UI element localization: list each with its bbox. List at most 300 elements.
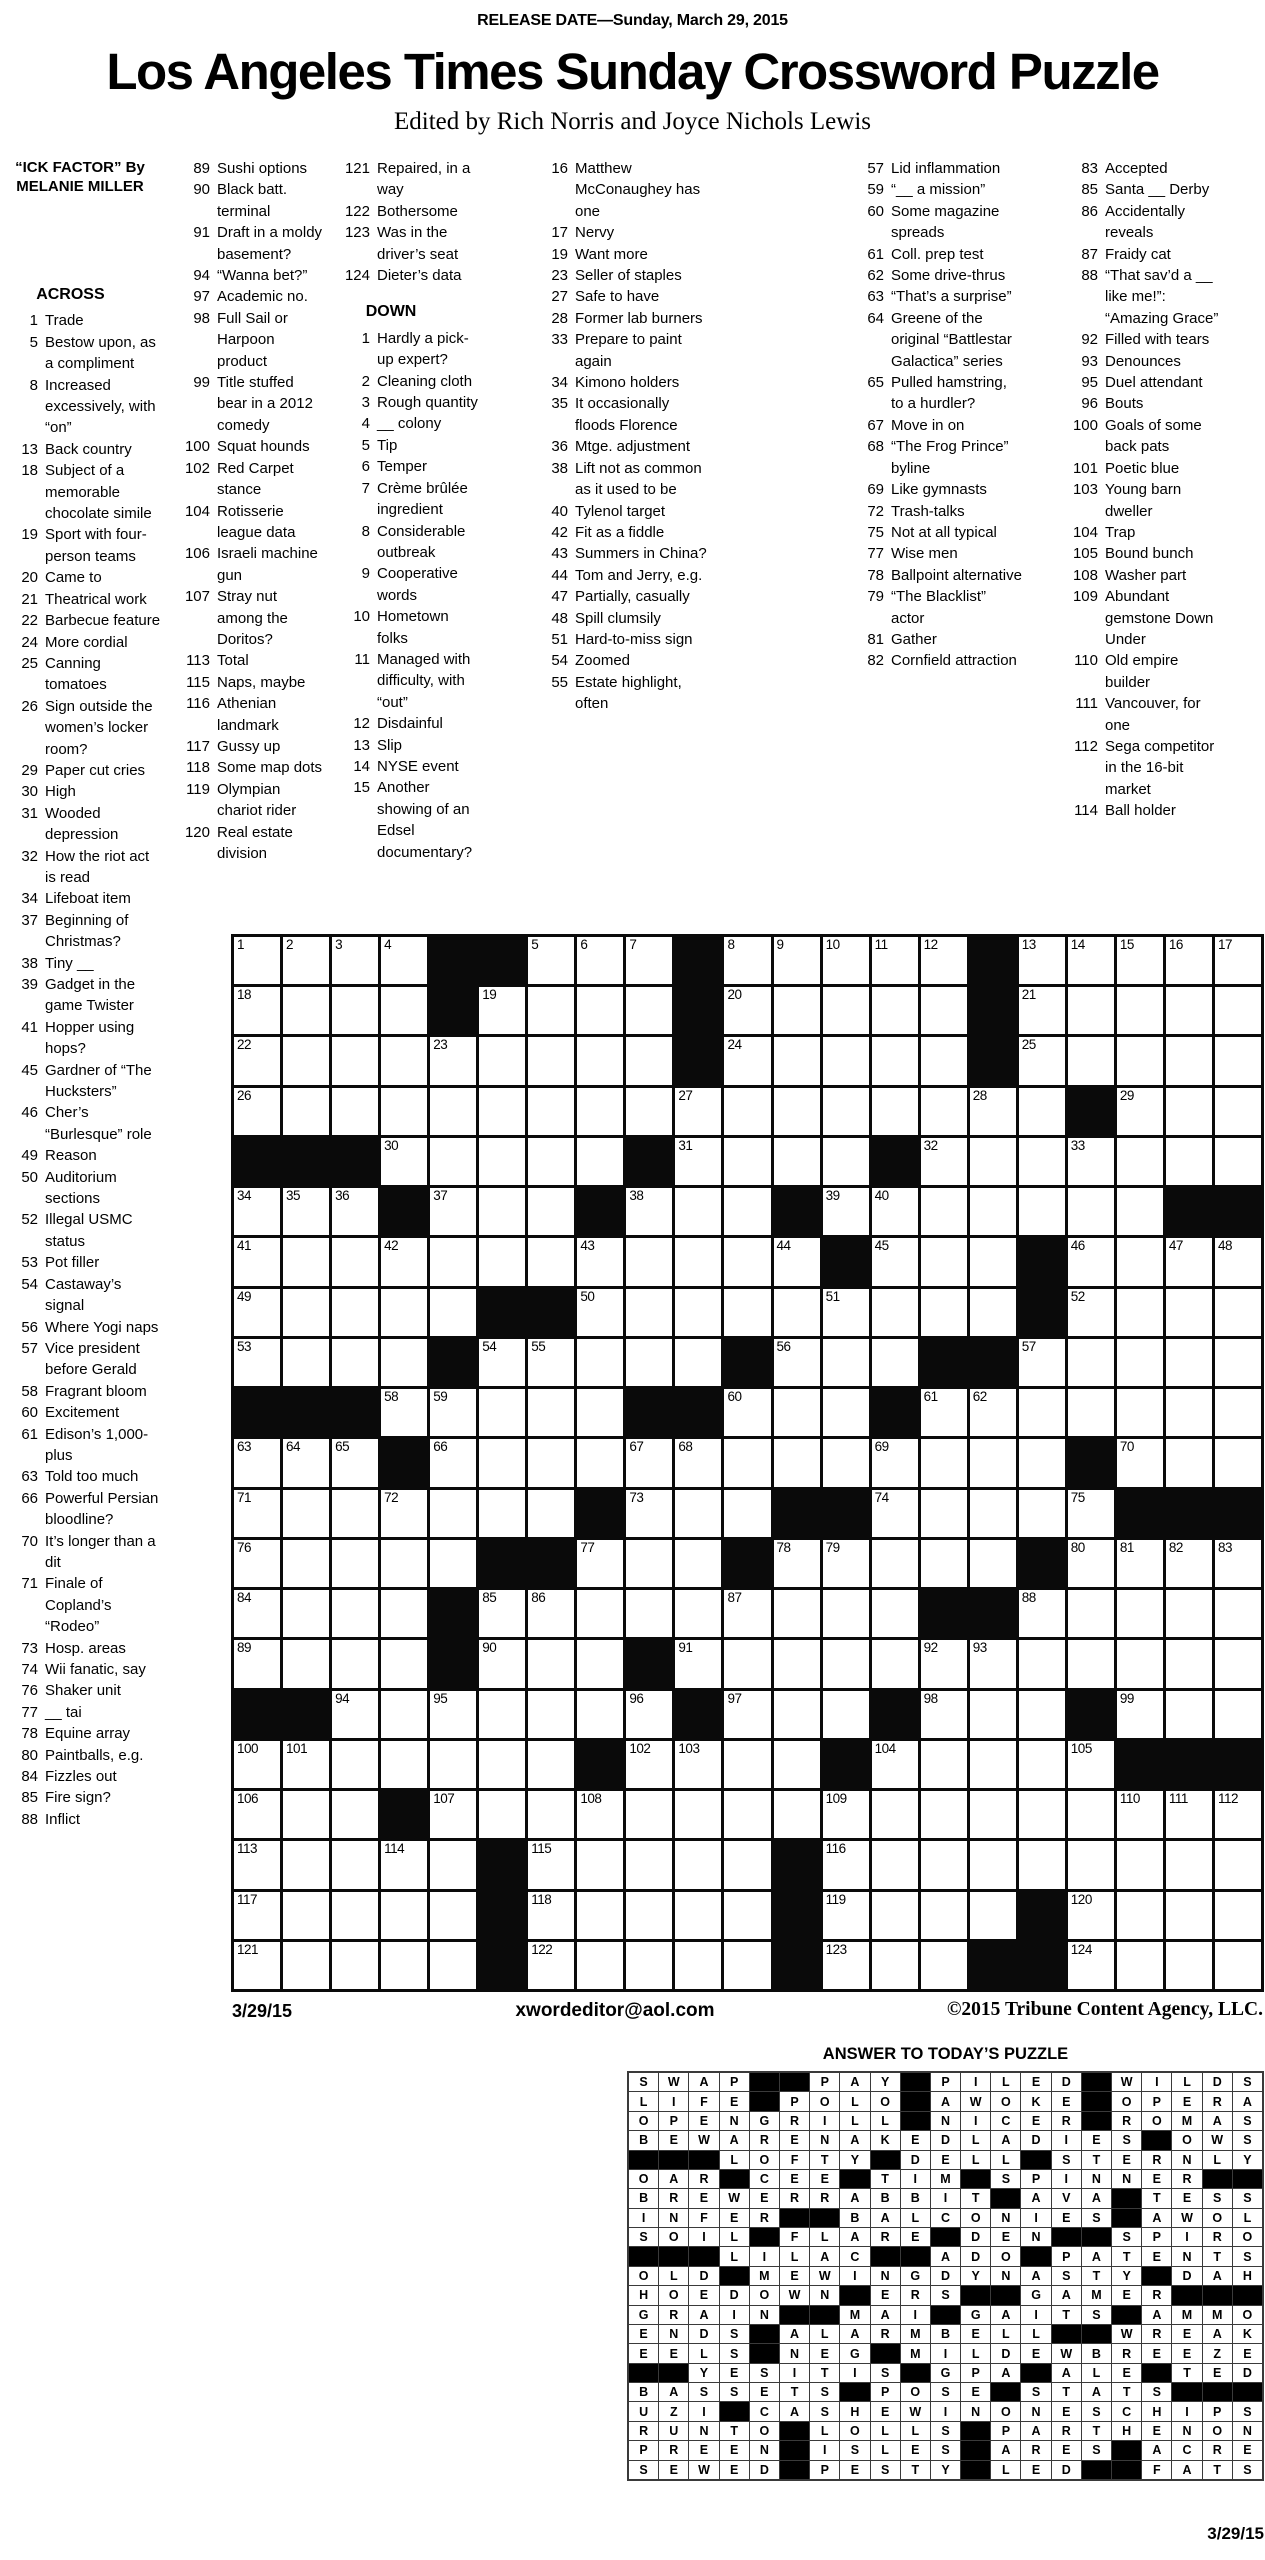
grid-cell [1215,1339,1261,1386]
grid-black-cell [332,1138,378,1185]
grid-cell [921,1791,967,1838]
grid-cell [626,1037,672,1084]
answer-cell: A [659,2170,688,2188]
answer-cell: O [991,2247,1020,2265]
grid-cell-number: 13 [1021,937,1036,952]
answer-cell: T [1112,2383,1141,2401]
clue-text: Old empire builder [1105,652,1179,691]
grid-cell-number: 30 [384,1137,399,1153]
grid-cell [1215,1088,1261,1135]
answer-cell: T [1142,2189,1171,2207]
grid-cell [479,987,525,1034]
down-clue [326,392,479,413]
clue-text: Rotisserie league data [217,502,296,541]
down-clue [518,543,709,564]
clue-text: Red Carpet stance [217,459,294,499]
answer-cell: A [991,2306,1020,2324]
answer-black-cell [840,2383,869,2401]
clue-text: Inflict [45,1810,81,1828]
grid-cell [823,1389,869,1436]
grid-cell [1215,1138,1261,1185]
clue-number: 79 [867,588,884,606]
clue-number: 37 [21,911,38,929]
across-clue [2,1102,163,1145]
grid-cell [823,1691,869,1738]
clue-number: 61 [867,245,884,263]
answer-cell: S [750,2364,779,2382]
answer-cell: F [689,2209,718,2227]
grid-cell-number: 81 [1119,1539,1134,1555]
across-clue [2,1680,163,1701]
answer-cell: I [1021,2306,1050,2324]
answer-cell: W [1172,2209,1201,2227]
grid-cell [1068,1540,1114,1587]
grid-cell [1166,1439,1212,1486]
answer-cell: V [1052,2189,1081,2207]
clue-number: 6 [361,458,370,476]
grid-cell [1117,1841,1163,1888]
clue-number: 120 [184,823,210,841]
grid-cell [774,937,820,984]
clue-text: It’s longer than a dit [45,1532,156,1571]
grid-cell [577,1942,623,1989]
grid-black-cell [675,1691,721,1738]
answer-cell: C [840,2247,869,2265]
clue-number: 116 [186,695,210,713]
clue-number: 25 [21,654,38,672]
grid-cell-number: 87 [727,1590,742,1606]
across-clue [2,1274,163,1317]
answer-cell: T [780,2383,809,2401]
across-clue [166,458,323,501]
grid-cell [1215,1691,1261,1738]
grid-cell [283,1841,329,1888]
across-clue [2,888,163,909]
clue-number: 96 [1081,395,1098,413]
grid-cell [626,1188,672,1235]
clue-number: 20 [21,569,38,587]
answer-cell: G [1021,2286,1050,2304]
grid-cell [970,1138,1016,1185]
grid-cell [332,1841,378,1888]
answer-cell: N [750,2306,779,2324]
down-clue [1046,372,1225,393]
grid-black-cell [872,1691,918,1738]
grid-cell-number: 20 [727,987,742,1003]
answer-cell: R [1142,2286,1171,2304]
clue-text: Greene of the original “Battlestar Galactica” series [891,309,1012,370]
clue-text: Was in the driver’s seat [377,224,459,263]
answer-cell: E [659,2344,688,2362]
clue-number: 8 [29,376,38,394]
across-clue [2,439,163,460]
across-clue [2,953,163,974]
grid-black-cell [381,1188,427,1235]
grid-cell [332,1791,378,1838]
clue-text: Washer part [1105,566,1187,584]
grid-cell [675,1188,721,1235]
answer-cell: A [1142,2306,1171,2324]
grid-cell [234,987,280,1034]
grid-cell [823,1540,869,1587]
grid-cell [381,1841,427,1888]
grid-cell-number: 102 [629,1740,651,1756]
answer-cell: E [1052,2402,1081,2420]
clue-number: 100 [1072,416,1098,434]
grid-black-cell [1019,1238,1065,1285]
answer-cell: E [1142,2170,1171,2188]
clue-number: 107 [184,588,210,606]
grid-black-cell [921,1590,967,1637]
answer-cell: C [991,2112,1020,2130]
answer-cell: S [1082,2306,1111,2324]
answer-black-cell [780,2209,809,2227]
answer-cell: R [871,2228,900,2246]
answer-black-cell [901,2247,930,2265]
answer-black-cell [871,2344,900,2362]
copyright-notice: ©2015 Tribune Content Agency, LLC. [946,1999,1263,2020]
grid-cell [1166,1289,1212,1336]
grid-black-cell [970,1339,1016,1386]
down-clue [326,756,479,777]
grid-cell [1068,1841,1114,1888]
answer-black-cell [961,2461,990,2479]
across-clue [166,158,323,179]
grid-black-cell [1215,1490,1261,1537]
grid-cell [675,1339,721,1386]
clue-text: Cooperative words [377,565,458,604]
answer-black-cell [1082,2461,1111,2479]
clue-number: 102 [184,459,210,477]
grid-cell [774,1640,820,1687]
clue-text: How the riot act is read [45,847,150,886]
answer-cell: P [991,2422,1020,2440]
grid-cell-number: 120 [1070,1891,1092,1907]
grid-cell [479,1490,525,1537]
clue-number: 69 [867,481,884,499]
answer-cell: I [1172,2402,1201,2420]
grid-cell-number: 89 [237,1640,252,1656]
grid-cell-number: 9 [776,937,784,952]
answer-cell: I [750,2247,779,2265]
grid-cell [234,1238,280,1285]
grid-black-cell [675,1037,721,1084]
grid-cell [479,1088,525,1135]
clue-number: 83 [1081,160,1098,177]
across-clue [2,1167,163,1210]
answer-cell: E [1112,2151,1141,2169]
answer-cell: R [659,2189,688,2207]
grid-cell [283,1339,329,1386]
grid-cell [872,1188,918,1235]
clue-number: 28 [551,309,568,327]
answer-cell: A [1172,2461,1201,2479]
down-clue [1046,415,1225,458]
grid-cell-number: 18 [237,987,252,1003]
answer-cell: T [871,2170,900,2188]
answer-black-cell [961,2441,990,2459]
answer-cell: Y [689,2364,718,2382]
answer-cell: E [720,2461,749,2479]
answer-black-cell [1142,2364,1171,2382]
grid-cell [479,1439,525,1486]
answer-cell: S [931,2422,960,2440]
grid-black-cell [1068,1088,1114,1135]
answer-cell: H [629,2286,658,2304]
answer-cell: E [901,2131,930,2149]
grid-cell [970,1289,1016,1336]
clue-number: 27 [551,288,568,306]
clue-text: Ballpoint alternative [891,566,1022,584]
answer-cell: A [840,2073,869,2091]
grid-cell [921,1741,967,1788]
grid-cell [381,1088,427,1135]
grid-cell [430,1289,476,1336]
answer-cell: D [689,2325,718,2343]
answer-cell: I [810,2441,839,2459]
grid-cell-number: 71 [237,1489,252,1505]
grid-black-cell [675,937,721,984]
across-clue [2,910,163,953]
grid-cell [528,1590,574,1637]
answer-cell: A [1021,2189,1050,2207]
clue-number: 53 [21,1254,38,1272]
down-clue [834,479,1023,500]
answer-cell: Z [1203,2344,1232,2362]
across-clue [2,1252,163,1273]
grid-cell-number: 106 [237,1791,259,1807]
clue-text: Considerable outbreak [377,522,466,561]
down-clue [326,478,479,521]
answer-cell: I [1172,2228,1201,2246]
grid-cell [1117,1791,1163,1838]
answer-cell: W [689,2461,718,2479]
grid-cell [921,1942,967,1989]
grid-cell-number: 69 [874,1439,889,1455]
answer-black-cell [750,2344,779,2362]
answer-cell: W [810,2267,839,2285]
footer-date: 3/29/15 [232,2001,293,2021]
grid-cell-number: 38 [629,1188,644,1204]
grid-cell-number: 16 [1168,937,1183,952]
grid-cell-number: 86 [531,1590,546,1606]
grid-cell-number: 5 [531,937,539,952]
answer-black-cell [1233,2170,1262,2188]
down-clue [518,586,709,607]
clue-text: Slip [377,736,403,754]
down-clue [834,436,1023,479]
across-clue [2,1531,163,1574]
across-clue [2,1809,163,1830]
clue-column-2 [166,158,323,864]
answer-cell: H [1142,2402,1171,2420]
grid-cell-number: 121 [237,1941,259,1957]
grid-cell [332,1188,378,1235]
down-clue [834,650,1023,671]
answer-black-cell [750,2092,779,2110]
grid-cell [381,1942,427,1989]
across-clue [2,1638,163,1659]
down-clue [518,158,709,222]
answer-cell: D [931,2131,960,2149]
grid-cell [479,1640,525,1687]
grid-cell [430,1942,476,1989]
answer-cell: I [720,2306,749,2324]
clue-number: 9 [361,565,370,583]
answer-cell: T [1052,2383,1081,2401]
grid-cell [675,1791,721,1838]
grid-cell [872,1339,918,1386]
answer-date: 3/29/15 [1207,2524,1264,2543]
answer-cell: S [1233,2131,1262,2149]
grid-cell-number: 75 [1070,1489,1085,1505]
answer-black-cell [780,2306,809,2324]
grid-cell [970,1892,1016,1939]
grid-cell [823,1088,869,1135]
answer-cell: E [750,2383,779,2401]
clue-text: Naps, maybe [217,673,306,691]
clue-text: Pulled hamstring, to a hurdler? [891,374,1007,413]
clue-text: “Wanna bet?” [217,267,308,285]
grid-cell [1166,987,1212,1034]
clue-number: 10 [353,608,370,626]
grid-cell-number: 72 [384,1489,399,1505]
grid-cell [823,1339,869,1386]
down-clue [1046,351,1225,372]
grid-cell [626,937,672,984]
grid-cell [528,1339,574,1386]
grid-cell-number: 97 [727,1690,742,1706]
clue-number: 112 [1074,737,1098,755]
clue-text: Rough quantity [377,394,478,412]
grid-cell [970,1439,1016,1486]
answer-cell: N [1233,2422,1262,2440]
grid-cell-number: 103 [678,1740,700,1756]
answer-cell: A [931,2092,960,2110]
grid-cell-number: 112 [1217,1791,1238,1807]
answer-cell: E [659,2461,688,2479]
answer-cell: T [1082,2422,1111,2440]
clue-number: 68 [867,438,884,456]
clue-number: 1 [29,312,38,330]
answer-cell: O [1203,2209,1232,2227]
grid-cell [381,1490,427,1537]
grid-cell [1068,1138,1114,1185]
grid-cell [577,1691,623,1738]
clue-text: Young barn dweller [1105,481,1182,520]
grid-black-cell [1117,1741,1163,1788]
answer-cell: B [931,2325,960,2343]
grid-cell [626,1942,672,1989]
grid-cell [1215,1389,1261,1436]
answer-black-cell [871,2151,900,2169]
answer-cell: L [629,2092,658,2110]
clue-text: Fire sign? [45,1789,111,1807]
clue-text: Tip [377,436,398,454]
grid-cell [430,1540,476,1587]
answer-cell: T [1203,2461,1232,2479]
grid-cell [1117,1339,1163,1386]
grid-cell [283,1741,329,1788]
across-clue [166,265,323,286]
clue-number: 38 [21,954,38,972]
answer-cell: G [931,2364,960,2382]
answer-cell: R [780,2189,809,2207]
answer-cell: N [1021,2402,1050,2420]
down-clue [518,608,709,629]
grid-cell [577,1389,623,1436]
grid-cell [872,1289,918,1336]
grid-cell-number: 78 [776,1539,791,1555]
answer-cell: W [1112,2073,1141,2091]
across-clue [2,567,163,588]
grid-cell [1166,1691,1212,1738]
clue-text: NYSE event [377,757,459,775]
grid-cell [1068,1238,1114,1285]
grid-cell [1117,1389,1163,1436]
answer-cell: S [1233,2402,1262,2420]
down-clue [518,372,709,393]
answer-cell: E [1142,2344,1171,2362]
grid-cell-number: 122 [531,1941,553,1957]
answer-cell: W [689,2131,718,2149]
down-clue [1046,736,1225,800]
grid-cell [724,1088,770,1135]
clue-number: 26 [21,697,38,715]
across-clue [2,803,163,846]
grid-cell [823,1439,869,1486]
grid-black-cell [234,1389,280,1436]
grid-cell [823,937,869,984]
grid-cell-number: 110 [1119,1791,1140,1807]
down-clue [834,565,1023,586]
answer-cell: A [1052,2364,1081,2382]
answer-cell: R [659,2306,688,2324]
answer-cell: D [689,2267,718,2285]
puzzle-title [2,158,158,196]
grid-cell-number: 43 [580,1238,595,1254]
grid-cell [823,1138,869,1185]
clue-text: Another showing of an Edsel documentary? [377,779,473,861]
grid-cell-number: 67 [629,1439,644,1455]
answer-cell: M [1172,2306,1201,2324]
grid-cell [234,1037,280,1084]
answer-black-cell [1172,2286,1201,2304]
grid-cell [479,1741,525,1788]
across-clue [166,736,323,757]
grid-cell-number: 85 [482,1590,497,1606]
clue-number: 50 [21,1168,38,1186]
down-clue [834,372,1023,415]
answer-cell: E [689,2441,718,2459]
grid-cell [1166,937,1212,984]
answer-cell: L [1082,2364,1111,2382]
grid-cell-number: 91 [678,1640,693,1656]
clue-text: Bothersome [377,202,458,220]
grid-cell [1068,1791,1114,1838]
answer-cell: N [810,2286,839,2304]
clue-number: 24 [21,633,38,651]
answer-cell: E [1172,2325,1201,2343]
answer-black-cell [901,2364,930,2382]
clue-text: Abundant gemstone Down Under [1105,588,1214,648]
clue-text: Hometown folks [377,608,449,647]
clue-text: Subject of a memorable chocolate simile [45,462,152,523]
answer-cell: L [991,2151,1020,2169]
grid-cell [724,1490,770,1537]
grid-cell [724,1942,770,1989]
grid-black-cell [872,1389,918,1436]
